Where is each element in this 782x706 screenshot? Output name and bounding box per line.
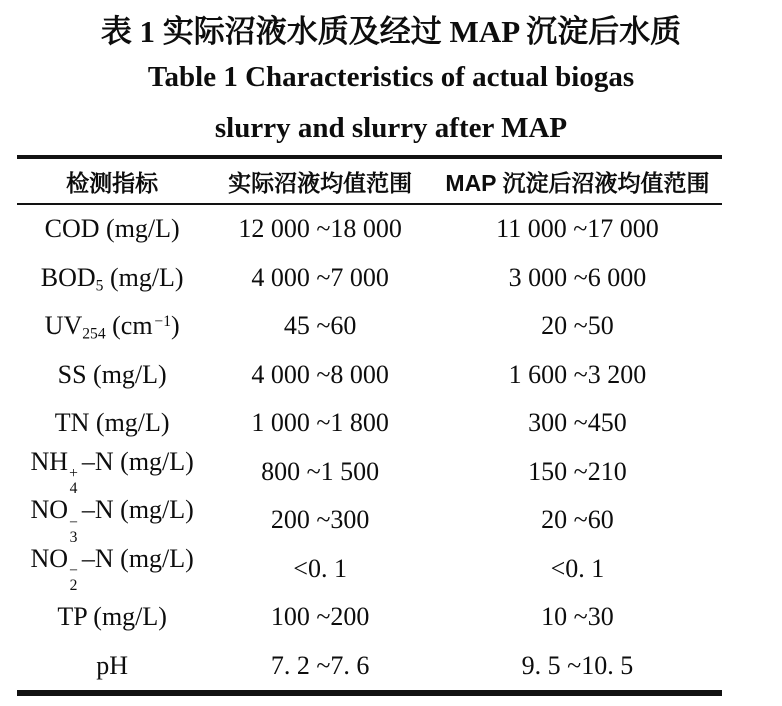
row-map-value: 10 ~30 — [541, 602, 614, 632]
row-indicator-label: COD (mg/L) — [44, 214, 180, 244]
table-body — [17, 205, 722, 690]
row-map-value: 300 ~450 — [528, 408, 627, 438]
row-actual-value: 800 ~1 500 — [261, 456, 380, 486]
row-actual-value: 45 ~60 — [283, 311, 357, 341]
table-row — [17, 448, 722, 497]
table-row — [17, 302, 722, 351]
row-map-value: 11 000 ~17 000 — [496, 214, 659, 244]
row-actual-value: 7. 2 ~7. 6 — [270, 650, 370, 680]
row-map-value: 20 ~50 — [541, 311, 614, 341]
row-indicator-label: SS (mg/L) — [57, 359, 167, 389]
table-row — [17, 545, 722, 594]
column-header-indicator: 检测指标 — [66, 169, 159, 196]
row-map-value: 150 ~210 — [528, 456, 627, 486]
row-actual-value: 100 ~200 — [270, 602, 370, 632]
row-actual-value: <0. 1 — [293, 553, 347, 583]
row-actual-value: 200 ~300 — [270, 505, 370, 535]
table-row — [17, 254, 722, 303]
row-actual-value: 4 000 ~7 000 — [251, 262, 389, 292]
row-indicator-label: NO − 2 –N (mg/L) — [30, 543, 194, 595]
row-indicator-label: pH — [96, 650, 129, 680]
table-caption-en-line1: Table 1 Characteristics of actual biogas — [147, 61, 635, 93]
column-header-actual-slurry: 实际沼液均值范围 — [228, 169, 413, 196]
row-actual-value: 4 000 ~8 000 — [251, 359, 389, 389]
table-bottom-rule — [17, 690, 722, 696]
row-indicator-label: TP (mg/L) — [57, 602, 167, 632]
table-row — [17, 496, 722, 545]
table-row — [17, 593, 722, 642]
table-caption-en-line2: slurry and slurry after MAP — [214, 112, 568, 144]
table-caption-zh: 表 1 实际沼液水质及经过 MAP 沉淀后水质 — [100, 14, 682, 49]
column-header-map-slurry: MAP 沉淀后沼液均值范围 — [445, 169, 710, 196]
row-map-value: 9. 5 ~10. 5 — [521, 650, 634, 680]
row-indicator-label: $UV_{254}$ (cm $^{-1}$) — [44, 311, 180, 343]
row-map-value: <0. 1 — [550, 553, 605, 583]
table-row — [17, 351, 722, 400]
row-map-value: 20 ~60 — [541, 505, 614, 535]
row-indicator-label: $BOD_5$ (mg/L) — [40, 262, 184, 295]
water-quality-table — [17, 155, 722, 696]
row-indicator-label: NO − 3 –N (mg/L) — [30, 495, 194, 546]
row-map-value: 1 600 ~3 200 — [508, 359, 647, 389]
row-indicator-label: NH + 4 –N (mg/L) — [30, 446, 194, 498]
table-row — [17, 642, 722, 691]
row-actual-value: 12 000 ~18 000 — [238, 214, 402, 244]
row-map-value: 3 000 ~6 000 — [508, 262, 647, 292]
table-row — [17, 399, 722, 448]
table-row — [17, 205, 722, 254]
table-header-row — [17, 159, 722, 203]
row-actual-value: 1 000 ~1 800 — [251, 408, 389, 438]
row-indicator-label: TN (mg/L) — [54, 408, 170, 438]
